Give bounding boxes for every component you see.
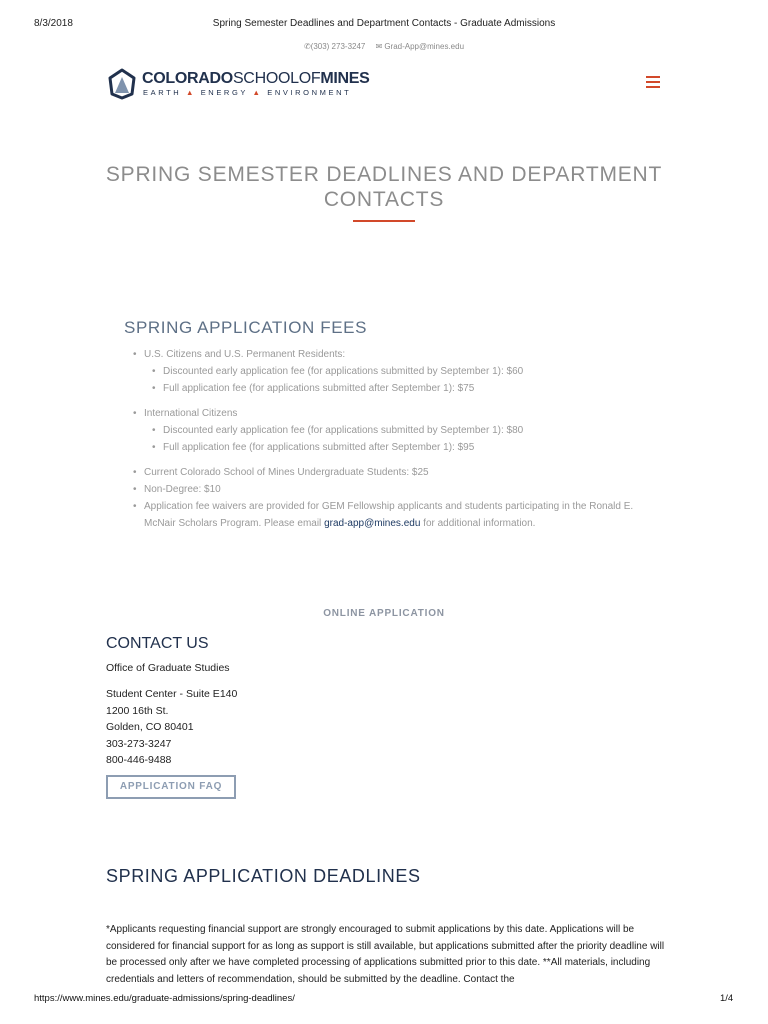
footer-url: https://www.mines.edu/graduate-admissions/spring-deadlines/ xyxy=(34,993,295,1004)
phone-number: 800-446-9488 xyxy=(106,754,172,766)
topbar-email[interactable]: ✉ Grad-App@mines.edu xyxy=(375,42,465,51)
application-faq-button[interactable]: APPLICATION FAQ xyxy=(106,775,236,799)
envelope-icon: ✉ xyxy=(375,42,383,51)
contact-topbar xyxy=(0,42,768,51)
phone-number: 303-273-3247 xyxy=(106,737,172,750)
title-underline xyxy=(353,220,415,222)
address-line: Student Center - Suite E140 xyxy=(106,688,238,700)
deadlines-heading: SPRING APPLICATION DEADLINES xyxy=(106,866,421,886)
list-item: • Discounted early application fee (for applications submitted by September 1): $60 xyxy=(150,363,661,380)
list-item: • Full application fee (for applications submitted after September 1): $95 xyxy=(150,439,661,456)
contact-heading: CONTACT US xyxy=(106,635,209,652)
site-logo[interactable] xyxy=(106,66,370,106)
phone-icon: ✆ xyxy=(303,42,311,51)
list-item: • U.S. Citizens and U.S. Permanent Residents: • Discounted early application fee (for applications submitted by September 1): $60 • Full application fee (for applications submitted after September 1): $75 xyxy=(131,346,661,397)
footer-page-number: 1/4 xyxy=(720,993,734,1004)
mines-logo-icon xyxy=(108,68,136,100)
logo-tagline: EARTH ▲ ENERGY ▲ ENVIRONMENT xyxy=(143,88,352,97)
page-title: SPRING SEMESTER DEADLINES AND DEPARTMENT CONTACTS xyxy=(105,163,663,211)
list-item: • International Citizens • Discounted early application fee (for applications submitted by September 1): $80 • Full application fee (for applications submitted after September 1): $95 xyxy=(131,405,661,456)
office-name: Office of Graduate Studies xyxy=(106,662,230,674)
list-item: • Discounted early application fee (for applications submitted by September 1): $80 xyxy=(150,422,661,439)
menu-icon[interactable] xyxy=(646,76,660,88)
topbar-phone[interactable]: ✆(303) 273-3247 xyxy=(303,42,366,51)
fees-heading: SPRING APPLICATION FEES xyxy=(124,318,368,337)
online-application-link[interactable]: ONLINE APPLICATION xyxy=(323,608,445,619)
list-item: • Full application fee (for applications submitted after September 1): $75 xyxy=(150,380,661,397)
fees-list xyxy=(131,346,661,532)
email-link[interactable]: grad-app@mines.edu xyxy=(324,518,421,529)
list-item: • Non-Degree: $10 xyxy=(131,481,661,498)
print-page-title: Spring Semester Deadlines and Department Contacts - Graduate Admissions xyxy=(212,18,556,29)
print-date: 8/3/2018 xyxy=(34,18,73,29)
list-item: • Current Colorado School of Mines Undergraduate Students: $25 xyxy=(131,464,661,481)
contact-address xyxy=(106,686,237,769)
deadlines-paragraph: *Applicants requesting financial support are strongly encouraged to submit applications by this date. Applications will be considered for financial support for as long as support is still available, but applications submitted after the priority deadline will be processed only after we have completed processing of applications submitted prior to this date. **All materials, including credentials and letters of recommendation, should be submitted by the deadline. Contact the xyxy=(106,924,665,985)
address-line: Golden, CO 80401 xyxy=(106,721,194,733)
list-item: • Application fee waivers are provided for GEM Fellowship applicants and students participating in the Ronald E. McNair Scholars Program. Please email grad-app@mines.edu for additional information. xyxy=(131,498,661,532)
address-line: 1200 16th St. xyxy=(106,704,169,717)
logo-wordmark: COLORADOSCHOOLOFMINES xyxy=(142,70,370,87)
